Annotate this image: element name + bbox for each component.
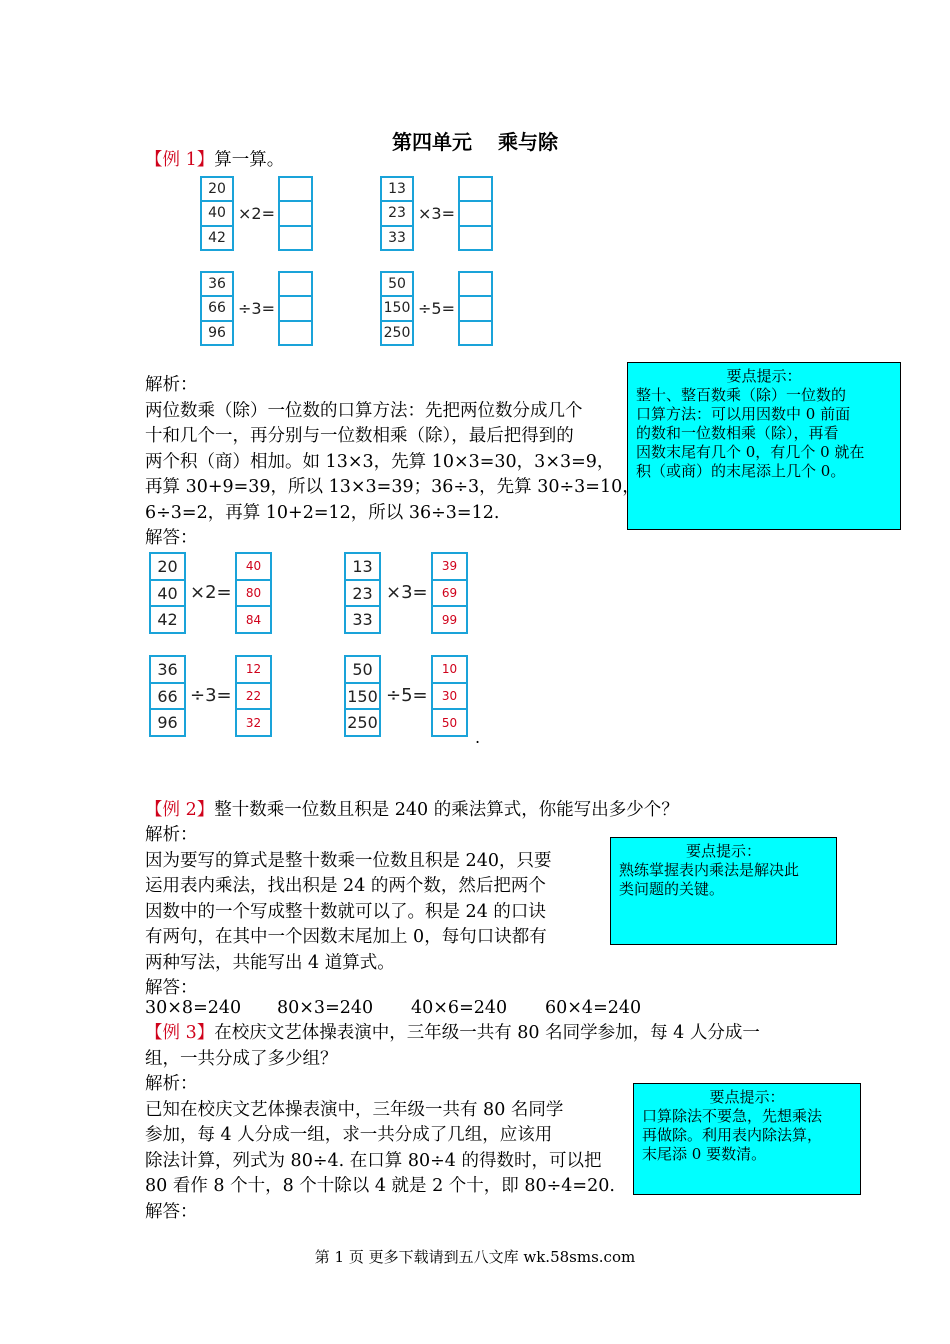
ex1-tag: 【例 1】 <box>145 150 215 170</box>
analysis-line: 两种写法，共能写出 4 道算式。 <box>145 952 395 973</box>
a4-answers <box>431 655 468 737</box>
tip-box-2 <box>610 837 837 945</box>
ex2-question: 整十数乘一位数且积是 240 的乘法算式，你能写出多少个？ <box>214 800 679 820</box>
a3-input: 36 <box>157 659 178 679</box>
q4-input: 50 <box>388 276 406 293</box>
title-topic: 乘与除 <box>498 130 558 154</box>
a2-answer: 99 <box>433 605 466 632</box>
a1-answer: 84 <box>237 605 270 632</box>
q3-operator: ÷3= <box>238 299 275 318</box>
q4-input: 250 <box>382 320 412 344</box>
analysis-line: 因数中的一个写成整十数就可以了。积是 24 的口诀 <box>145 901 546 922</box>
a1-answer: 40 <box>245 559 262 574</box>
a3-inputs <box>149 655 186 737</box>
tip-box-1 <box>627 362 901 530</box>
tip-title: 要点提示： <box>685 842 761 860</box>
q3-inputs <box>200 271 234 346</box>
q3-input: 66 <box>202 295 232 319</box>
a2-input: 33 <box>346 605 379 632</box>
q1-input: 42 <box>202 225 232 249</box>
tip-line: 类问题的关键。 <box>619 880 725 898</box>
q1-blanks <box>278 176 313 251</box>
equation: 30×8=240 <box>145 998 242 1018</box>
a3-answer: 32 <box>237 708 270 735</box>
q2-input: 33 <box>382 225 412 249</box>
a3-operator: ÷3= <box>190 685 232 706</box>
a1-input: 42 <box>151 605 184 632</box>
tip-line: 的数和一位数相乘（除），再看 <box>636 424 839 442</box>
ex1-header <box>145 148 284 173</box>
a1-input: 20 <box>157 556 178 576</box>
a2-answers <box>431 552 468 634</box>
analysis-line: 除法计算，列式为 80÷4. 在口算 80÷4 的得数时，可以把 <box>145 1150 602 1171</box>
analysis-line: 因为要写的算式是整十数乘一位数且积是 240，只要 <box>145 850 552 871</box>
a2-answer: 39 <box>441 559 458 574</box>
tip-title: 要点提示： <box>709 1088 785 1106</box>
a4-input: 50 <box>352 659 373 679</box>
tip-line: 积（或商）的末尾添上几个 0。 <box>636 462 846 480</box>
analysis-label: 解析： <box>145 1074 198 1094</box>
q2-inputs <box>380 176 414 251</box>
analysis-line: 80 看作 8 个十，8 个十除以 4 就是 2 个十，即 80÷4=20. <box>145 1176 615 1196</box>
a3-input: 96 <box>151 708 184 735</box>
answer-label: 解答： <box>145 528 198 548</box>
analysis-label: 解析： <box>145 375 198 395</box>
page-footer: 第 1 页 更多下载请到五八文库 wk.58sms.com <box>314 1248 636 1266</box>
equation: 80×3=240 <box>277 998 374 1018</box>
title-unit: 第四单元 <box>392 130 472 154</box>
trailing-dot: . <box>475 728 481 747</box>
ex1-prompt: 算一算。 <box>214 150 285 170</box>
tip-title: 要点提示： <box>726 367 802 385</box>
q2-operator: ×3= <box>418 204 455 223</box>
question-line: 在校庆文艺体操表演中，三年级一共有 80 名同学参加，每 4 人分成一 <box>214 1023 760 1043</box>
a4-operator: ÷5= <box>386 685 428 706</box>
equation: 40×6=240 <box>411 998 508 1018</box>
analysis-label: 解析： <box>145 825 198 845</box>
analysis-line: 两位数乘（除）一位数的口算方法：先把两位数分成几个 <box>145 400 583 421</box>
a2-input: 13 <box>352 556 373 576</box>
q2-input: 23 <box>382 200 412 224</box>
a4-answer: 50 <box>433 708 466 735</box>
analysis-line: 参加，每 4 人分成一组，求一共分成了几组，应该用 <box>145 1125 553 1145</box>
a4-input: 150 <box>346 682 379 709</box>
tip-line: 口算除法不要急，先想乘法 <box>642 1107 823 1125</box>
a1-answer: 80 <box>237 579 270 606</box>
a3-answers <box>235 655 272 737</box>
a1-answers <box>235 552 272 634</box>
q1-operator: ×2= <box>238 204 275 223</box>
a1-operator: ×2= <box>190 582 232 603</box>
tip-line: 整十、整百数乘（除）一位数的 <box>636 386 847 404</box>
q3-blanks <box>278 271 313 346</box>
q4-operator: ÷5= <box>418 299 455 318</box>
q3-input: 36 <box>208 276 226 293</box>
a1-input: 40 <box>151 579 184 606</box>
tip-line: 口算方法：可以用因数中 0 前面 <box>636 405 851 423</box>
answer-label: 解答： <box>145 1201 198 1222</box>
a4-answer: 30 <box>433 682 466 709</box>
question-line: 组，一共分成了多少组？ <box>145 1048 338 1069</box>
analysis-line: 运用表内乘法，找出积是 24 的两个数，然后把两个 <box>145 876 546 896</box>
q2-input: 13 <box>388 181 406 198</box>
equation: 60×4=240 <box>545 998 642 1018</box>
a4-input: 250 <box>346 708 379 735</box>
ex2-header <box>145 798 679 823</box>
a3-answer: 12 <box>245 662 262 677</box>
tip-line: 末尾添 0 要数清。 <box>642 1145 767 1163</box>
ex2-tag: 【例 2】 <box>145 800 215 820</box>
a3-input: 66 <box>151 682 184 709</box>
q1-input: 20 <box>208 181 226 198</box>
q1-input: 40 <box>202 200 232 224</box>
a2-answer: 69 <box>433 579 466 606</box>
tip-line: 再做除。利用表内除法算， <box>642 1126 823 1144</box>
tip-line: 因数末尾有几个 0，有几个 0 就在 <box>636 443 865 461</box>
ex2-equations <box>145 998 845 1023</box>
analysis-line: 有两句，在其中一个因数末尾加上 0，每句口诀都有 <box>145 927 547 947</box>
a4-inputs <box>344 655 381 737</box>
a1-inputs <box>149 552 186 634</box>
ex3-tag: 【例 3】 <box>145 1023 215 1043</box>
a2-inputs <box>344 552 381 634</box>
a2-input: 23 <box>346 579 379 606</box>
analysis-line: 已知在校庆文艺体操表演中，三年级一共有 80 名同学 <box>145 1099 564 1120</box>
analysis-line: 十和几个一，再分别与一位数相乘（除），最后把得到的 <box>145 426 574 446</box>
q2-blanks <box>458 176 493 251</box>
q4-input: 150 <box>382 295 412 319</box>
q1-inputs <box>200 176 234 251</box>
ex2-analysis <box>145 823 551 1002</box>
answer-label: 解答： <box>145 978 198 998</box>
analysis-line: 再算 30+9=39，所以 13×3=39；36÷3，先算 30÷3=10， <box>145 477 640 497</box>
q4-blanks <box>458 271 493 346</box>
analysis-line: 6÷3=2，再算 10+2=12，所以 36÷3=12. <box>145 502 500 523</box>
a4-answer: 10 <box>441 662 458 677</box>
a2-operator: ×3= <box>386 582 428 603</box>
q3-input: 96 <box>202 320 232 344</box>
tip-box-3 <box>633 1083 861 1195</box>
q4-inputs <box>380 271 414 346</box>
a3-answer: 22 <box>237 682 270 709</box>
ex1-analysis <box>145 373 640 552</box>
tip-line: 熟练掌握表内乘法是解决此 <box>619 861 800 879</box>
page-title <box>0 126 950 155</box>
analysis-line: 两个积（商）相加。如 13×3，先算 10×3=30，3×3=9， <box>145 451 615 472</box>
